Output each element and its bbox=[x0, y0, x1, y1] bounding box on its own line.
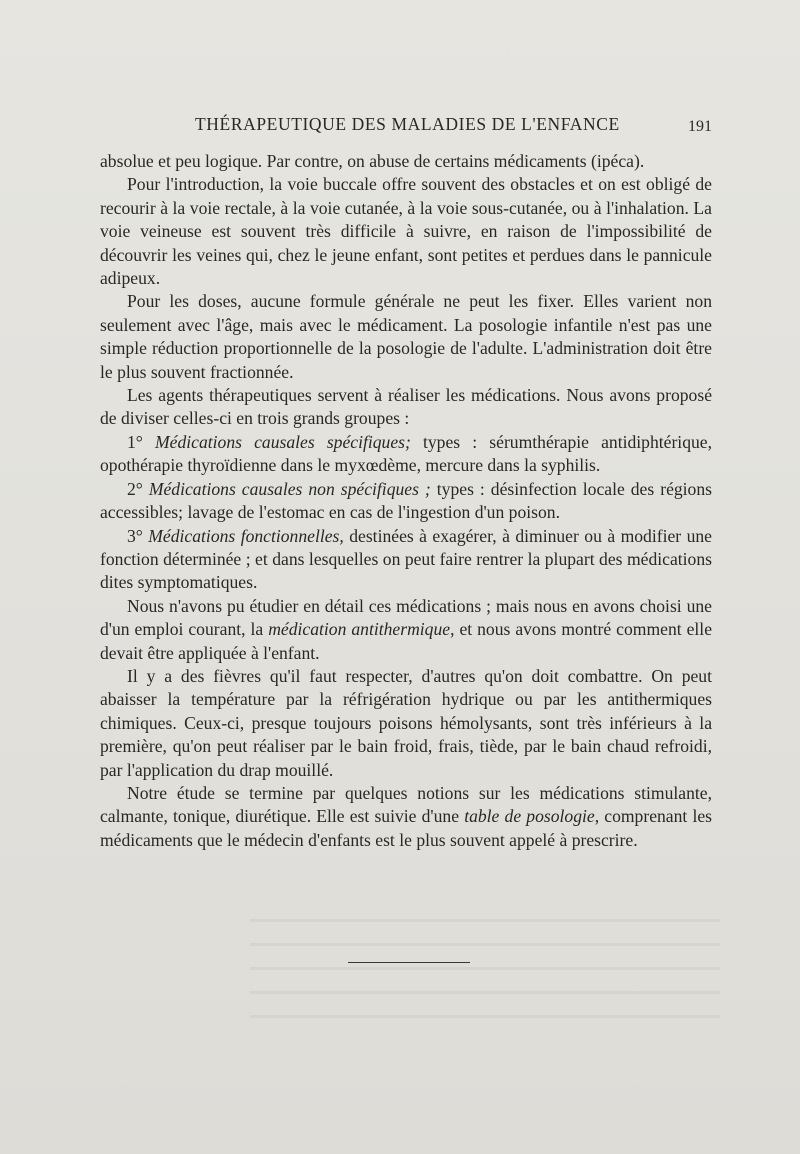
list-number: 2° bbox=[127, 478, 143, 499]
paragraph: Nous n'avons pu étudier en détail ces médications ; mais nous en avons choisi une d'un emploi courant, la médication antithermique, et nous avons montré comment elle devait être appliquée à l'enfant. bbox=[100, 595, 712, 663]
list-number: 1° bbox=[127, 431, 143, 452]
list-item-text: destinées à exagérer, à diminuer ou à modifier une fonction déterminée ; et dans lesquelles on peut faire rentrer la plupart des médications dites symptomatiques. bbox=[100, 525, 712, 593]
list-item bbox=[100, 525, 712, 595]
list-item-title: Médications causales spécifiques; bbox=[154, 431, 411, 452]
paragraph: Pour l'introduction, la voie buccale offre souvent des obstacles et on est obligé de recourir à la voie rectale, à la voie cutanée, à la voie sous-cutanée, ou à l'inhalation. La voie veineuse est souvent très difficile à suivre, en raison de l'impossibilité de découvrir les veines qui, chez le jeune enfant, sont petites et perdues dans le pannicule adipeux. bbox=[100, 174, 712, 289]
list-item bbox=[100, 431, 712, 478]
list-item bbox=[100, 478, 712, 525]
body-text bbox=[100, 150, 712, 852]
running-title: THÉRAPEUTIQUE DES MALADIES DE L'ENFANCE bbox=[195, 114, 620, 134]
paragraph: Pour les doses, aucune formule générale ne peut les fixer. Elles varient non seulement avec l'âge, mais avec le médicament. La posologie infantile n'est pas une simple réduction proportionnelle de la posologie de l'adulte. L'administration doit être le plus souvent fractionnée. bbox=[100, 291, 712, 382]
show-through-texture bbox=[250, 905, 720, 1035]
list-number: 3° bbox=[127, 525, 143, 546]
section-end-rule bbox=[348, 962, 470, 963]
list-item-title: Médications causales non spécifiques ; bbox=[148, 478, 431, 499]
list-item-text: types : sérumthérapie antidiphtérique, opothérapie thyroïdienne dans le myxœdème, mercure dans la syphilis. bbox=[100, 431, 712, 476]
paragraph: Il y a des fièvres qu'il faut respecter, d'autres qu'on doit combattre. On peut abaisser la température par la réfrigération hydrique ou par les antithermiques chimiques. Ceux-ci, presque toujours poisons hémolysants, sont très inférieurs à la première, qu'on peut réaliser par le bain froid, frais, tiède, par le bain chaud refroidi, par l'application du drap mouillé. bbox=[100, 665, 712, 780]
italic-term: table de posologie bbox=[464, 806, 595, 827]
paragraph: Les agents thérapeutiques servent à réaliser les médications. Nous avons proposé de diviser celles-ci en trois grands groupes : bbox=[100, 385, 712, 429]
italic-term: médication antithermique bbox=[268, 619, 451, 640]
page-number: 191 bbox=[688, 118, 712, 135]
page-header bbox=[100, 112, 712, 140]
paragraph: absolue et peu logique. Par contre, on abuse de certains médicaments (ipéca). bbox=[100, 151, 645, 171]
list-item-text: types : désinfection locale des régions accessibles; lavage de l'estomac en cas de l'ingestion d'un poison. bbox=[100, 478, 712, 523]
paragraph: Notre étude se termine par quelques notions sur les médications stimulante, calmante, tonique, diurétique. Elle est suivie d'une table de posologie, comprenant les médicaments que le médecin d'enfants est le plus souvent appelé à prescrire. bbox=[100, 782, 713, 850]
list-item-title: Médications fonctionnelles, bbox=[148, 525, 344, 546]
